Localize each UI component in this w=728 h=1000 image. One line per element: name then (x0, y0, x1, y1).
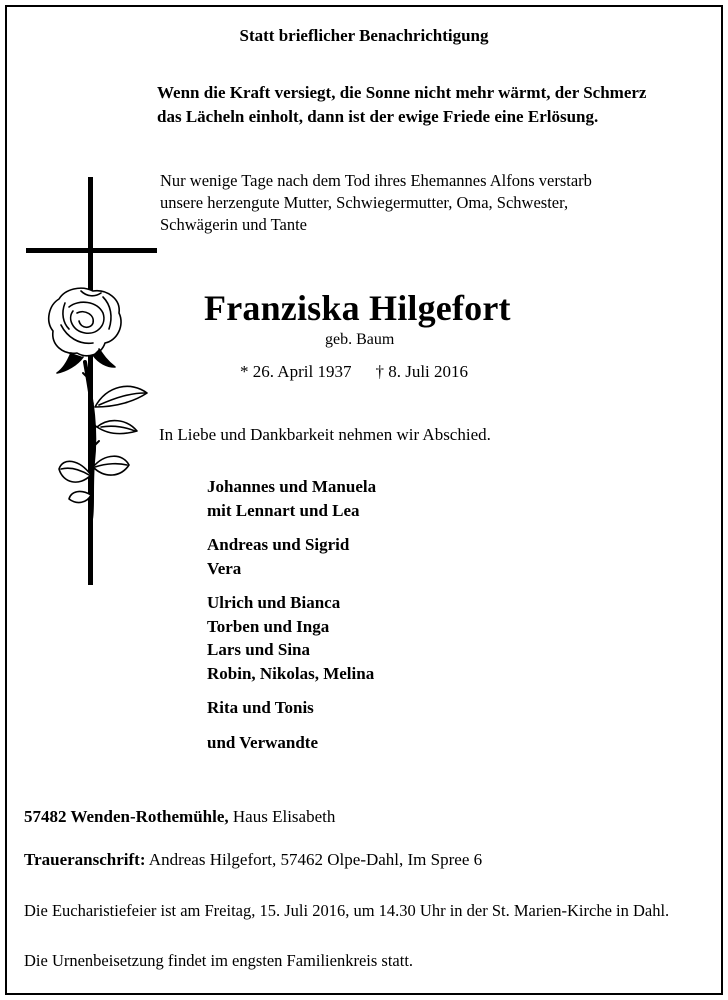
family-member: Johannes und Manuela (207, 477, 377, 496)
family-group (207, 533, 376, 580)
family-group (207, 696, 376, 720)
mourning-address (24, 850, 482, 870)
death-date: † 8. Juli 2016 (375, 362, 469, 381)
life-dates (240, 362, 468, 382)
family-member: mit Lennart und Lea (207, 500, 360, 520)
family-member: Ulrich und Bianca (207, 593, 341, 612)
birth-name: geb. Baum (325, 331, 395, 348)
residence-address (24, 807, 335, 827)
cross-icon (26, 177, 157, 585)
intro-line: Nur wenige Tage nach dem Tod ihres Ehemannes Alfons verstarb (160, 171, 592, 190)
mourning-detail: Andreas Hilgefort, 57462 Olpe-Dahl, Im Spree 6 (145, 850, 483, 869)
family-member: Torben und Inga (207, 616, 330, 636)
obituary-notice (5, 5, 723, 995)
notice-header: Statt brieflicher Benachrichtigung (239, 26, 489, 45)
motto-line: Wenn die Kraft versiegt, die Sonne nicht mehr wärmt, der Schmerz (157, 83, 647, 102)
family-member: Vera (207, 558, 242, 578)
farewell-text: In Liebe und Dankbarkeit nehmen wir Abschied. (159, 425, 491, 444)
family-member: Lars und Sina (207, 640, 310, 659)
urn-info: Die Urnenbeisetzung findet im engsten Familienkreis statt. (24, 951, 414, 970)
family-group (207, 731, 376, 755)
family-member: Rita und Tonis (207, 698, 314, 717)
deceased-name: Franziska Hilgefort (204, 288, 511, 328)
family-group (207, 475, 376, 522)
motto-line: das Lächeln einholt, dann ist der ewige Friede eine Erlösung. (157, 107, 599, 126)
intro-line: unsere herzengute Mutter, Schwiegermutter, Oma, Schwester, (160, 193, 569, 212)
rose-icon (49, 288, 147, 519)
mourning-label: Traueranschrift: (24, 850, 146, 869)
family-member: Robin, Nikolas, Melina (207, 663, 375, 683)
residence-place: 57482 Wenden-Rothemühle, (24, 807, 229, 826)
family-list (207, 475, 376, 765)
service-info: Die Eucharistiefeier ist am Freitag, 15. Juli 2016, um 14.30 Uhr in der St. Marien-Kirche in Dahl. (24, 901, 670, 920)
intro-text (160, 170, 592, 236)
family-member: und Verwandte (207, 732, 319, 752)
residence-detail: Haus Elisabeth (228, 807, 336, 826)
birth-date: * 26. April 1937 (240, 362, 352, 381)
motto-quote (157, 81, 646, 129)
family-group (207, 591, 376, 685)
intro-line: Schwägerin und Tante (160, 215, 308, 234)
family-member: Andreas und Sigrid (207, 535, 350, 554)
